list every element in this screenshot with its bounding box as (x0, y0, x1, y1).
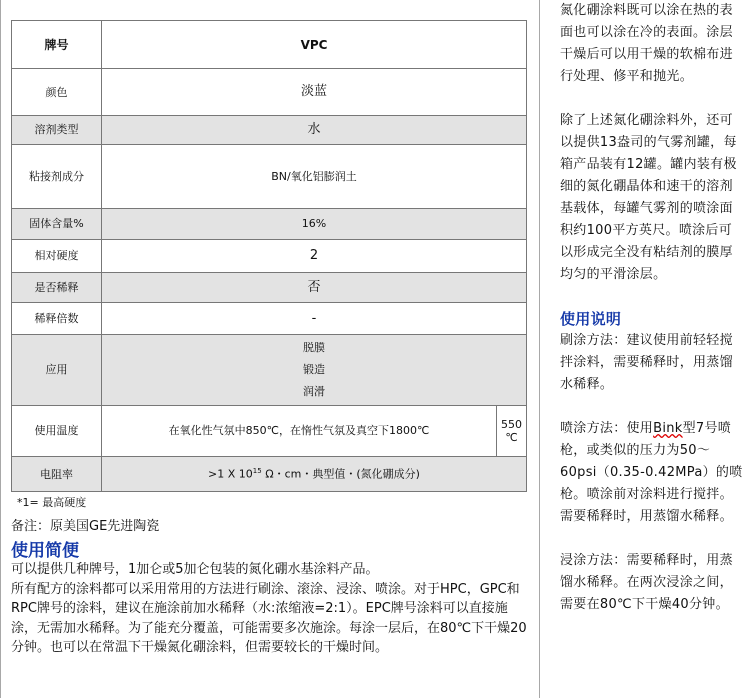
resistivity-value (102, 457, 527, 492)
table-row (12, 208, 527, 240)
temperature-value: 在氧化性气氛中850℃，在惰性气氛及真空下1800℃ (102, 405, 497, 457)
resistivity-row (12, 457, 527, 492)
table-header-row (12, 21, 527, 69)
table-row (12, 69, 527, 115)
row-label: 是否稀释 (12, 272, 102, 303)
table-row (12, 240, 527, 273)
header-value: VPC (102, 21, 527, 69)
row-value: 否 (102, 272, 527, 303)
spray-method-start: 喷涂方法：使用 (560, 421, 654, 436)
application-value: 锻造 (303, 362, 325, 376)
section-body (11, 560, 531, 658)
section-paragraph-2: 所有配方的涂料都可以采用常用的方法进行刷涂、滚涂、浸涂、喷涂。对于HPC，GPC和RPC牌号的涂料，建议在施涂前加水稀释（水:浓缩液=2:1）。EPC牌号涂料可以直接施涂，无需加水稀释。为了能充分覆盖，可能需要多次施涂。每涂一层后，在80℃下干燥20分钟。也可以在常温下干燥氮化硼涂料，但需要较长的干燥时间。 (11, 581, 527, 655)
note: 备注：原美国GE先进陶瓷 (11, 519, 160, 534)
table-row (12, 145, 527, 208)
resistivity-suffix: Ω・cm・典型值・(氮化硼成分) (261, 467, 420, 481)
row-value: 淡蓝 (102, 69, 527, 115)
table-row (12, 303, 527, 335)
brush-method: 刷涂方法：建议使用前轻轻搅拌涂料，需要稀释时，用蒸馏水稀释。 (560, 333, 733, 392)
application-row (12, 334, 527, 405)
usage-title: 使用说明 (560, 310, 622, 328)
resistivity-exponent: 15 (252, 467, 262, 476)
application-value: 润滑 (303, 384, 325, 398)
row-label: 颜色 (12, 69, 102, 115)
temperature-label: 使用温度 (12, 405, 102, 457)
section-title: 使用简便 (11, 541, 79, 561)
temperature-extra (497, 405, 527, 457)
row-value: - (102, 303, 527, 335)
table-row (12, 115, 527, 145)
row-value: 16% (102, 208, 527, 240)
dip-method: 浸涂方法：需要稀释时，用蒸馏水稀释。在两次浸涂之间，需要在80℃下干燥40分钟。 (560, 553, 733, 612)
row-label: 固体含量% (12, 208, 102, 240)
right-column (560, 0, 745, 616)
spray-method-bink: Bink (653, 421, 683, 436)
header-label: 牌号 (12, 21, 102, 69)
temperature-extra-value: 550 (501, 417, 522, 431)
right-paragraph-2: 除了上述氮化硼涂料外，还可以提供13盎司的气雾剂罐，每箱产品装有12罐。罐内装有极细的氮化硼晶体和速干的溶剂基载体，每罐气雾剂的喷涂面积约100平方英尺。喷涂后可以形成完全没有粘结剂的膜厚均匀的平滑涂层。 (560, 113, 737, 282)
application-value: 脱膜 (303, 340, 325, 354)
row-value: 水 (102, 115, 527, 145)
temperature-row (12, 405, 527, 457)
table-row (12, 272, 527, 303)
row-value: BN/氧化铝膨润土 (102, 145, 527, 208)
spray-method-rest: 型7号喷枪，或类似的压力为50～60psi（0.35-0.42MPa）的喷枪。喷涂前对涂料进行搅拌。需要稀释时，用蒸馏水稀释。 (560, 421, 743, 524)
row-value: 2 (102, 240, 527, 273)
row-label: 溶剂类型 (12, 115, 102, 145)
row-label: 粘接剂成分 (12, 145, 102, 208)
application-label: 应用 (12, 334, 102, 405)
spec-table (11, 20, 527, 492)
row-label: 相对硬度 (12, 240, 102, 273)
row-label: 稀释倍数 (12, 303, 102, 335)
application-values (102, 334, 527, 405)
right-paragraph-1: 氮化硼涂料既可以涂在热的表面也可以涂在冷的表面。涂层干燥后可以用干燥的软棉布进行处理、修平和抛光。 (560, 3, 733, 84)
resistivity-prefix: >1 X 10 (208, 467, 253, 481)
spray-method (560, 418, 745, 528)
footnote: *1= 最高硬度 (17, 496, 87, 509)
section-line-1: 可以提供几种牌号，1加仑或5加仑包装的氮化硼水基涂料产品。 (11, 562, 379, 577)
temperature-extra-unit: ℃ (505, 430, 518, 444)
resistivity-label: 电阻率 (12, 457, 102, 492)
